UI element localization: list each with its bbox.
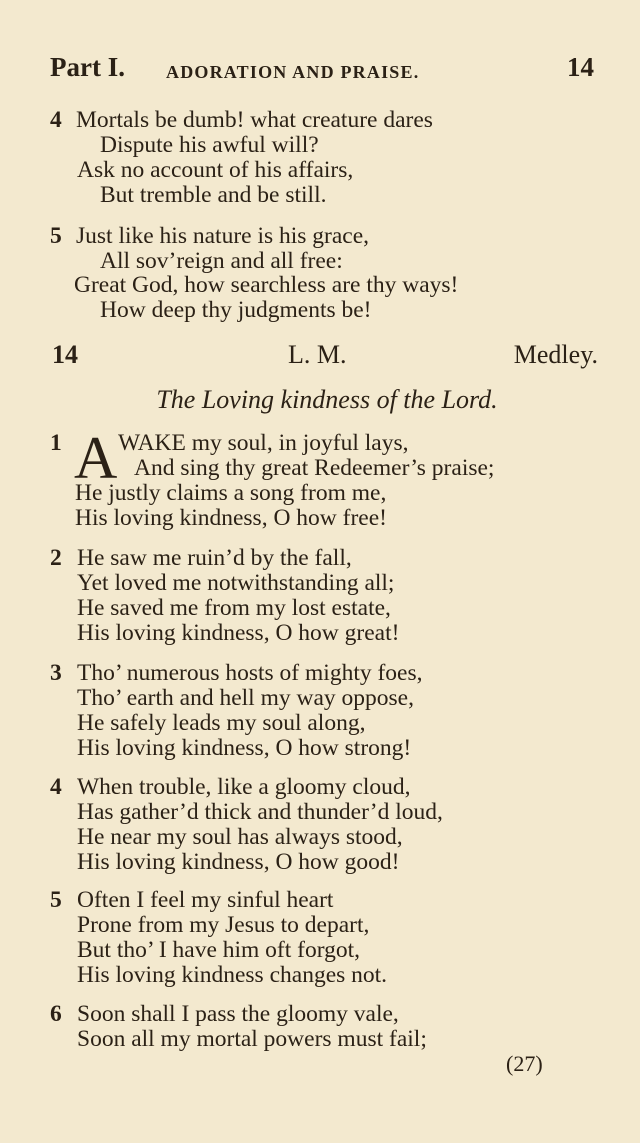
verse-line: Often I feel my sinful heart bbox=[77, 887, 334, 913]
verse-line: How deep thy judgments be! bbox=[100, 297, 372, 323]
stanza-number: 5 bbox=[50, 887, 62, 913]
section-title: ADORATION AND PRAISE. bbox=[166, 62, 420, 82]
hymn-heading bbox=[52, 340, 598, 374]
stanza-number: 4 bbox=[50, 774, 62, 800]
part-label: Part I. bbox=[50, 52, 125, 82]
verse-line: Ask no account of his affairs, bbox=[77, 157, 354, 183]
verse-line: His loving kindness, O how good! bbox=[77, 849, 400, 875]
verse-line: Just like his nature is his grace, bbox=[76, 223, 370, 249]
hymn-title: The Loving kindness of the Lord. bbox=[156, 385, 498, 414]
verse-line: And sing thy great Redeemer’s praise; bbox=[134, 455, 495, 481]
hymn-tune: Medley. bbox=[513, 340, 598, 369]
verse-line: His loving kindness, O how free! bbox=[75, 505, 387, 531]
page-folio: (27) bbox=[506, 1051, 543, 1076]
verse-line: WAKE my soul, in joyful lays, bbox=[118, 430, 409, 456]
verse-line: Yet loved me notwithstanding all; bbox=[77, 570, 395, 596]
verse-line: He near my soul has always stood, bbox=[77, 824, 403, 850]
drop-cap: A bbox=[74, 425, 118, 491]
verse-line: Soon shall I pass the gloomy vale, bbox=[77, 1001, 399, 1027]
verse-line: He saved me from my lost estate, bbox=[77, 595, 391, 621]
running-header bbox=[50, 52, 598, 86]
verse-line: Tho’ earth and hell my way oppose, bbox=[77, 685, 414, 711]
verse-line: Mortals be dumb! what creature dares bbox=[76, 107, 433, 133]
verse-line: But tremble and be still. bbox=[100, 182, 327, 208]
verse-line: Tho’ numerous hosts of mighty foes, bbox=[77, 660, 423, 686]
verse-line: He saw me ruin’d by the fall, bbox=[77, 545, 352, 571]
verse-line: He safely leads my soul along, bbox=[77, 710, 366, 736]
verse-line: But tho’ I have him oft forgot, bbox=[77, 937, 361, 963]
stanza-number: 2 bbox=[50, 545, 62, 571]
hymn-meter: L. M. bbox=[288, 340, 347, 369]
verse-line: He justly claims a song from me, bbox=[75, 480, 387, 506]
stanza-number: 3 bbox=[50, 660, 62, 686]
verse-line: His loving kindness changes not. bbox=[77, 962, 388, 988]
stanza-number: 5 bbox=[50, 223, 62, 249]
verse-line: His loving kindness, O how strong! bbox=[77, 735, 412, 761]
verse-line: Prone from my Jesus to depart, bbox=[77, 912, 370, 938]
verse-line: His loving kindness, O how great! bbox=[77, 620, 400, 646]
hymn-number: 14 bbox=[52, 340, 78, 369]
verse-line: Dispute his awful will? bbox=[100, 132, 319, 158]
verse-line: Great God, how searchless are thy ways! bbox=[74, 272, 459, 298]
header-hymn-number: 14 bbox=[567, 52, 594, 82]
stanza-number: 4 bbox=[50, 107, 62, 133]
verse-line: Soon all my mortal powers must fail; bbox=[77, 1026, 427, 1052]
verse-line: All sov’reign and all free: bbox=[100, 248, 343, 274]
verse-line: Has gather’d thick and thunder’d loud, bbox=[77, 799, 443, 825]
stanza-number: 1 bbox=[50, 430, 62, 456]
stanza-number: 6 bbox=[50, 1001, 62, 1027]
verse-line: When trouble, like a gloomy cloud, bbox=[77, 774, 411, 800]
